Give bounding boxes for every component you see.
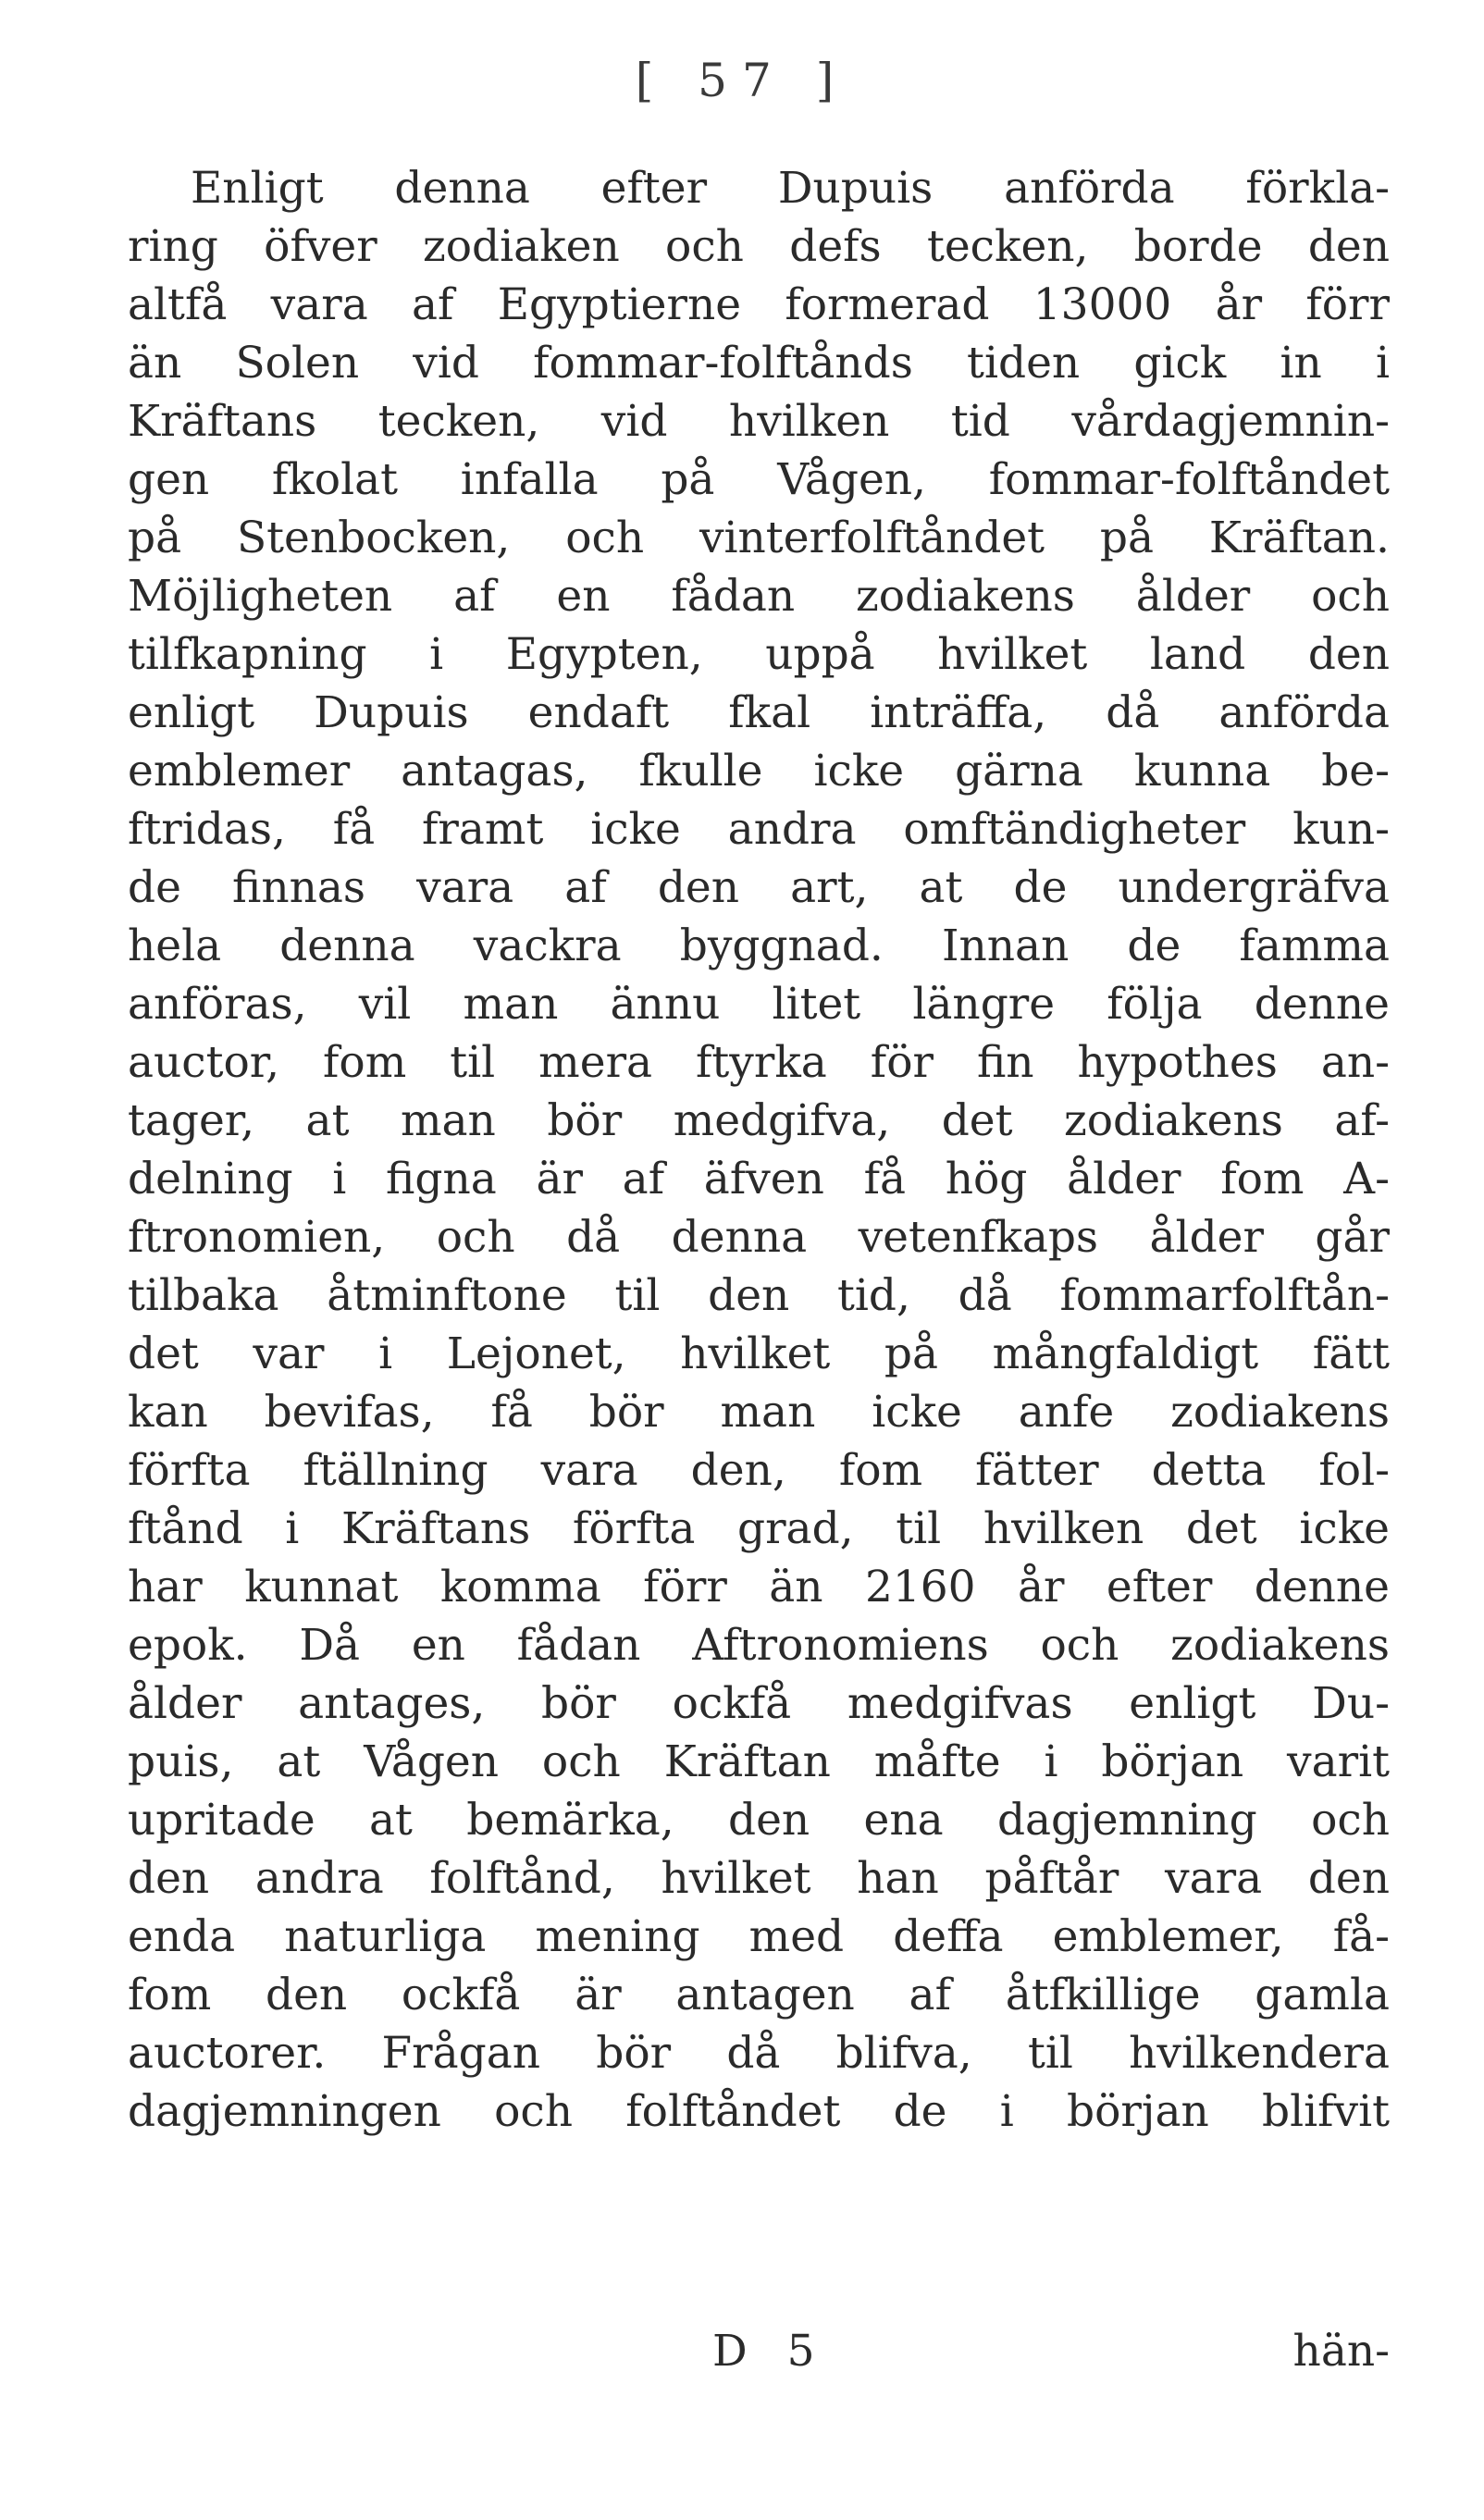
text-line: det var i Lejonet, hvilket på mångfaldigt fätt — [128, 1328, 1390, 1379]
page-footer — [128, 2322, 1390, 2380]
text-line: auctor, fom til mera ftyrka för fin hypothes an- — [128, 1037, 1390, 1088]
text-line: förfta ftällning vara den, fom fätter detta fol- — [128, 1445, 1390, 1496]
text-line: Kräftans tecken, vid hvilken tid vårdagjemnin- — [128, 396, 1390, 447]
text-line: än Solen vid fommar-folftånds tiden gick in i — [128, 338, 1390, 389]
text-line: dagjemningen och folftåndet de i början blifvit — [128, 2086, 1390, 2137]
body-text — [128, 159, 1390, 2141]
text-line: tilfkapning i Egypten, uppå hvilket land den — [128, 629, 1390, 680]
text-line: tilbaka åtminftone til den tid, då fommarfolftån- — [128, 1270, 1390, 1321]
text-line: upritade at bemärka, den ena dagjemning och — [128, 1795, 1390, 1846]
text-line: anföras, vil man ännu litet längre följa denne — [128, 979, 1390, 1030]
text-line: emblemer antagas, fkulle icke gärna kunna be- — [128, 746, 1390, 797]
catchword: hän- — [1292, 2326, 1390, 2377]
text-line: enligt Dupuis endaft fkal inträffa, då anförda — [128, 687, 1390, 738]
text-line: auctorer. Frågan bör då blifva, til hvilkendera — [128, 2028, 1390, 2079]
text-line: ålder antages, bör ockfå medgifvas enligt Du- — [128, 1678, 1390, 1729]
text-line: ftridas, få framt icke andra omftändigheter kun- — [128, 804, 1390, 855]
signature-mark: D 5 — [712, 2326, 828, 2377]
text-line: de finnas vara af den art, at de undergräfva — [128, 862, 1390, 913]
text-line: Möjligheten af en fådan zodiakens ålder och — [128, 571, 1390, 622]
text-line: tager, at man bör medgifva, det zodiakens af- — [128, 1095, 1390, 1146]
text-line: enda naturliga mening med deffa emblemer, få- — [128, 1911, 1390, 1962]
text-line: delning i figna är af äfven få hög ålder fom A- — [128, 1154, 1390, 1204]
text-line: epok. Då en fådan Aftronomiens och zodiakens — [128, 1620, 1390, 1671]
text-line: ftronomien, och då denna vetenfkaps ålder går — [128, 1212, 1390, 1263]
text-line: altfå vara af Egyptierne formerad 13000 år förr — [128, 279, 1390, 330]
text-line: puis, at Vågen och Kräftan måfte i början varit — [128, 1736, 1390, 1787]
text-line: Enligt denna efter Dupuis anförda förkla- — [191, 163, 1390, 214]
text-line: på Stenbocken, och vinterfolftåndet på Kräftan. — [128, 513, 1390, 563]
text-line: hela denna vackra byggnad. Innan de famma — [128, 920, 1390, 971]
text-line: har kunnat komma förr än 2160 år efter denne — [128, 1562, 1390, 1612]
text-line: fom den ockfå är antagen af åtfkillige gamla — [128, 1970, 1390, 2020]
text-line: den andra folftånd, hvilket han påftår vara den — [128, 1853, 1390, 1904]
text-line: ring öfver zodiaken och defs tecken, borde den — [128, 221, 1390, 272]
text-line: ftånd i Kräftans förfta grad, til hvilken det icke — [128, 1503, 1390, 1554]
text-line: kan bevifas, få bör man icke anfe zodiakens — [128, 1387, 1390, 1438]
page-number: [ 57 ] — [635, 54, 849, 107]
text-line: gen fkolat infalla på Vågen, fommar-folftåndet — [128, 454, 1390, 505]
